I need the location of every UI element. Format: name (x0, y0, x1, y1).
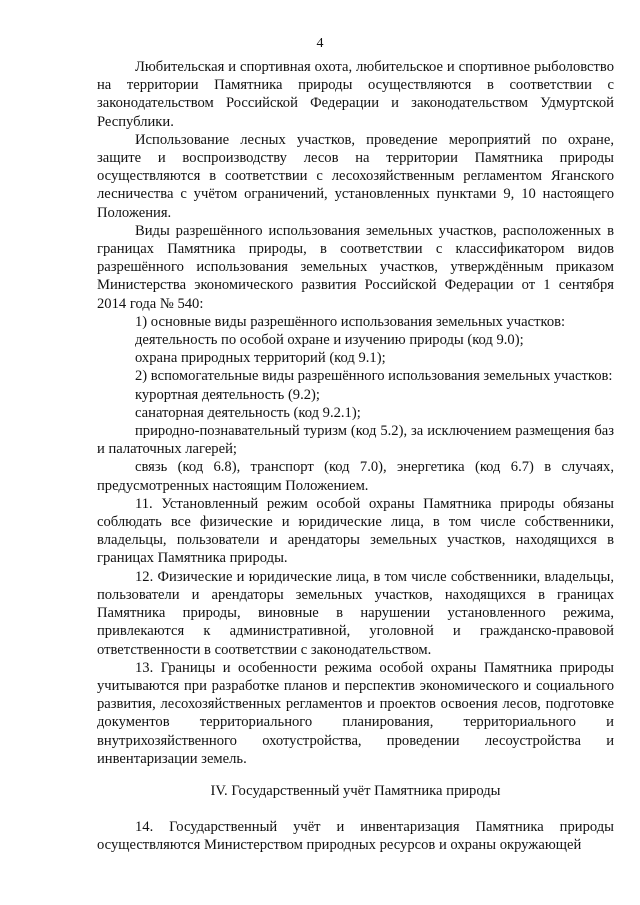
paragraph-use-code-9-2-1: санаторная деятельность (код 9.2.1); (135, 404, 361, 421)
paragraph-land-use-types: Виды разрешённого использования земельных участков, расположенных в границах Памятника природы, в соответствии с классификатором видов разрешённого использования земельных участков, утверждённым приказом Министерства экономического развития Российской Федерации от 1 сентября 2014 года № 540: (97, 222, 614, 312)
paragraph-item-11: 11. Установленный режим особой охраны Памятника природы обязаны соблюдать все физические и юридические лица, в том числе собственники, владельцы, пользователи и арендаторы земельных участков, находящихся в границах Памятника природы. (97, 495, 614, 567)
paragraph-item-12: 12. Физические и юридические лица, в том числе собственники, владельцы, пользователи и арендаторы земельных участков, находящихся в границах Памятника природы, виновные в нарушении установленного режима, привлекаются к административной, уголовной и гражданско-правовой ответственности в соответствии с законодательством. (97, 568, 614, 658)
paragraph-use-code-9-0: деятельность по особой охране и изучению природы (код 9.0); (135, 332, 524, 349)
section-heading: IV. Государственный учёт Памятника природы (210, 782, 501, 799)
paragraph-auxiliary-uses: 2) вспомогательные виды разрешённого использования земельных участков: (135, 368, 613, 385)
document-body (97, 58, 614, 855)
paragraph-use-code-9-1: охрана природных территорий (код 9.1); (135, 350, 386, 367)
paragraph-hunting-fishing: Любительская и спортивная охота, любительское и спортивное рыболовство на территории Памятника природы осуществляются в соответствии с законодательством Российской Федерации и законодательством Удмуртской Республики. (97, 59, 614, 130)
page-number: 4 (316, 36, 324, 51)
paragraph-item-14: 14. Государственный учёт и инвентаризация Памятника природы осуществляются Министерством природных ресурсов и охраны окружающей (97, 819, 614, 854)
paragraph-use-codes-6-8-7-0-6-7: связь (код 6.8), транспорт (код 7.0), энергетика (код 6.7) в случаях, предусмотренных настоящим Положением. (97, 459, 614, 494)
paragraph-use-code-5-2: природно-познавательный туризм (код 5.2), за исключением размещения баз и палаточных лагерей; (97, 423, 614, 458)
paragraph-main-uses: 1) основные виды разрешённого использования земельных участков: (135, 313, 566, 330)
paragraph-forest-use: Использование лесных участков, проведение мероприятий по охране, защите и воспроизводству лесов на территории Памятника природы осуществляются в соответствии с лесохозяйственным регламентом Яганского лесничества с учётом ограничений, установленных пунктами 9, 10 настоящего Положения. (97, 131, 614, 221)
paragraph-use-code-9-2: курортная деятельность (9.2); (135, 386, 320, 403)
paragraph-item-13: 13. Границы и особенности режима особой охраны Памятника природы учитываются при разработке планов и перспектив экономического и социального развития, лесохозяйственных регламентов и проектов освоения лесов, подготовке документов территориального планирования, территориального и внутрихозяйственного охотустройства, проведении лесоустройства и инвентаризации земель. (97, 659, 614, 767)
